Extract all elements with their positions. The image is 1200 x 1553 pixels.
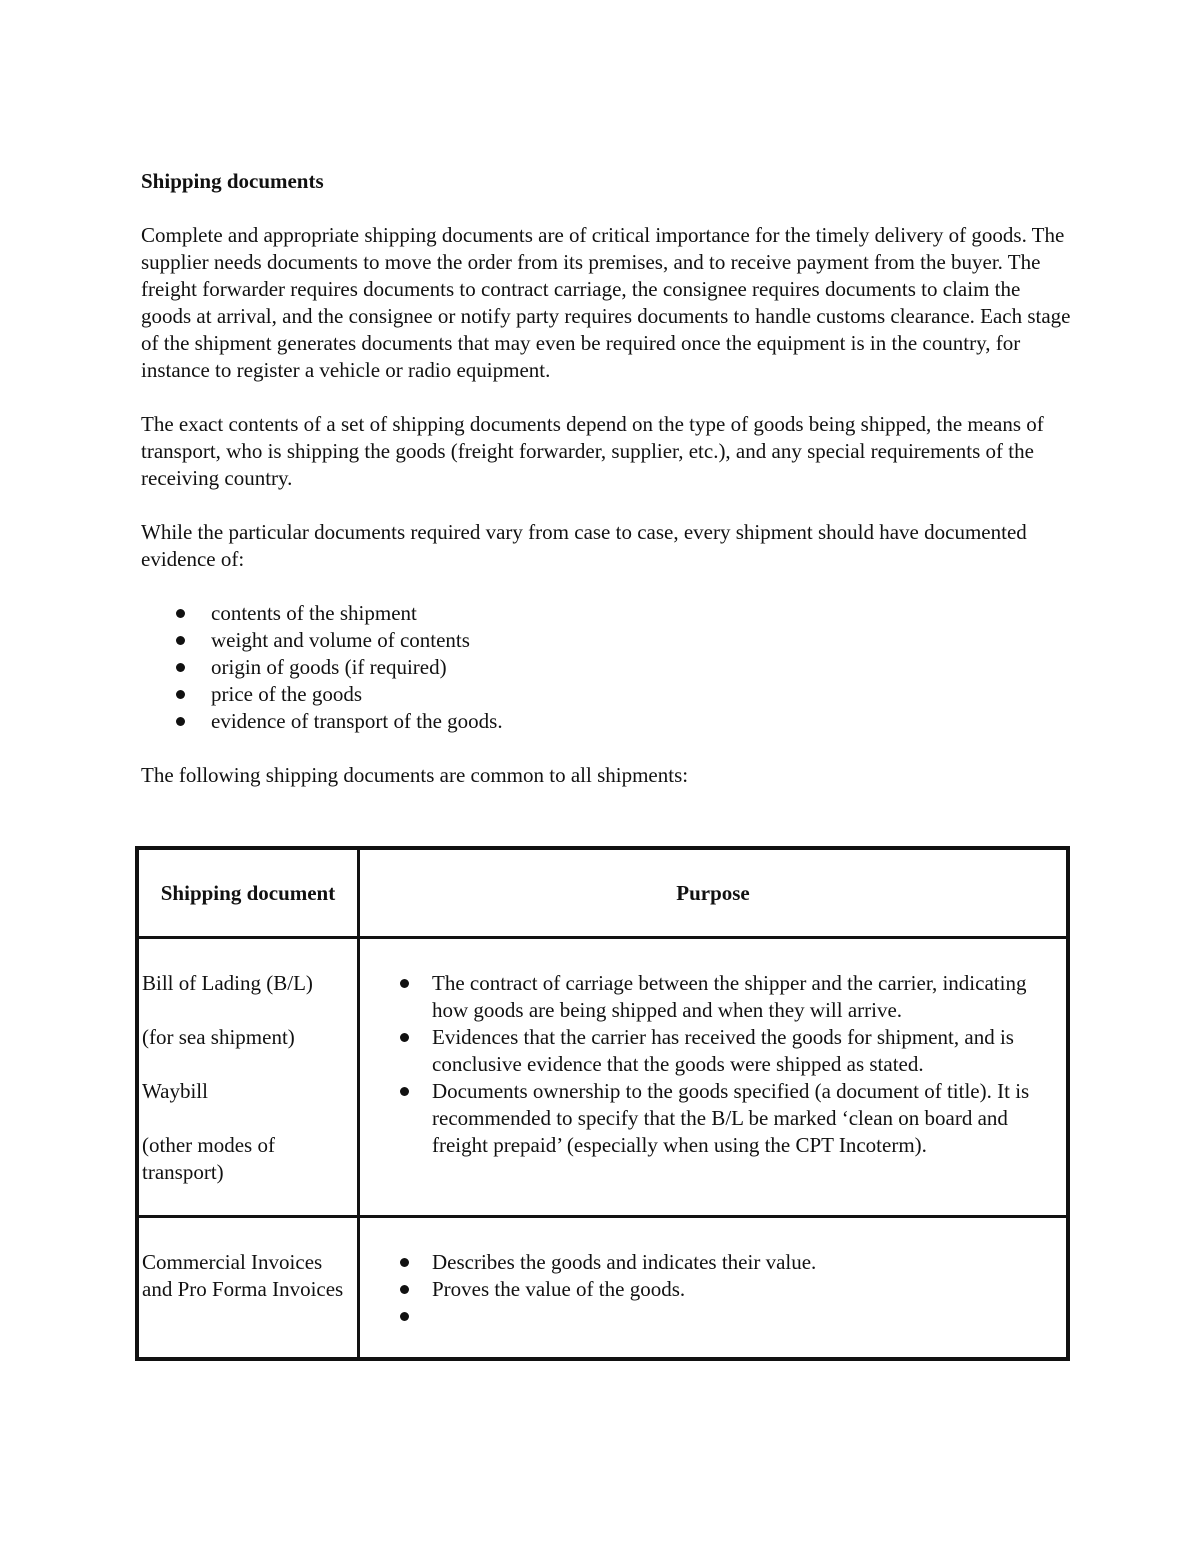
list-item: Describes the goods and indicates their value.	[360, 1249, 1058, 1276]
list-item: evidence of transport of the goods.	[141, 708, 1071, 735]
header-purpose: Purpose	[359, 848, 1069, 938]
document-name-line: Commercial Invoices and Pro Forma Invoices	[142, 1250, 344, 1301]
document-title: Shipping documents	[141, 169, 324, 193]
document-name-cell	[137, 1217, 359, 1360]
contents-paragraph: The exact contents of a set of shipping documents depend on the type of goods being shipped, the means of transport, who is shipping the goods (freight forwarder, supplier, etc.), and any special requirements of the receiving country.	[141, 412, 1044, 490]
table-intro: The following shipping documents are common to all shipments:	[141, 763, 689, 787]
purpose-list	[360, 970, 1058, 1159]
header-shipping-document: Shipping document	[137, 848, 359, 938]
list-item: contents of the shipment	[141, 600, 1071, 627]
list-item: Proves the value of the goods.	[360, 1276, 1058, 1303]
shipping-documents-table	[135, 846, 1070, 1361]
document-name-line: Waybill	[142, 1079, 208, 1103]
list-item: The contract of carriage between the shipper and the carrier, indicating how goods are being shipped and when they will arrive.	[360, 970, 1058, 1024]
table-row	[137, 938, 1068, 1217]
table-header-row	[137, 848, 1068, 938]
table-row	[137, 1217, 1068, 1360]
list-item: weight and volume of contents	[141, 627, 1071, 654]
document-name-line: (for sea shipment)	[142, 1025, 295, 1049]
purpose-list	[360, 1249, 1058, 1330]
list-item	[360, 1303, 1058, 1330]
document-name-line: Bill of Lading (B/L)	[142, 971, 313, 995]
list-item: price of the goods	[141, 681, 1071, 708]
list-item: origin of goods (if required)	[141, 654, 1071, 681]
intro-paragraph: Complete and appropriate shipping documents are of critical importance for the timely delivery of goods. The supplier needs documents to move the order from its premises, and to receive payment from the buyer. The freight forwarder requires documents to contract carriage, the consignee requires documents to claim the goods at arrival, and the consignee or notify party requires documents to handle customs clearance. Each stage of the shipment generates documents that may even be required once the equipment is in the country, for instance to register a vehicle or radio equipment.	[141, 223, 1071, 382]
list-item: Evidences that the carrier has received the goods for shipment, and is conclusive evidence that the goods were shipped as stated.	[360, 1024, 1058, 1078]
document-name-line: (other modes of transport)	[142, 1133, 275, 1184]
blank-line	[141, 573, 1071, 600]
purpose-cell	[359, 1217, 1069, 1360]
list-item: Documents ownership to the goods specified (a document of title). It is recommended to specify that the B/L be marked ‘clean on board and freight prepaid’ (especially when using the CPT Incoterm).	[360, 1078, 1058, 1159]
evidence-paragraph: While the particular documents required vary from case to case, every shipment should have documented evidence of:	[141, 520, 1027, 571]
document-body	[141, 168, 1071, 789]
document-name-cell	[137, 938, 359, 1217]
evidence-list	[141, 600, 1071, 735]
purpose-cell	[359, 938, 1069, 1217]
